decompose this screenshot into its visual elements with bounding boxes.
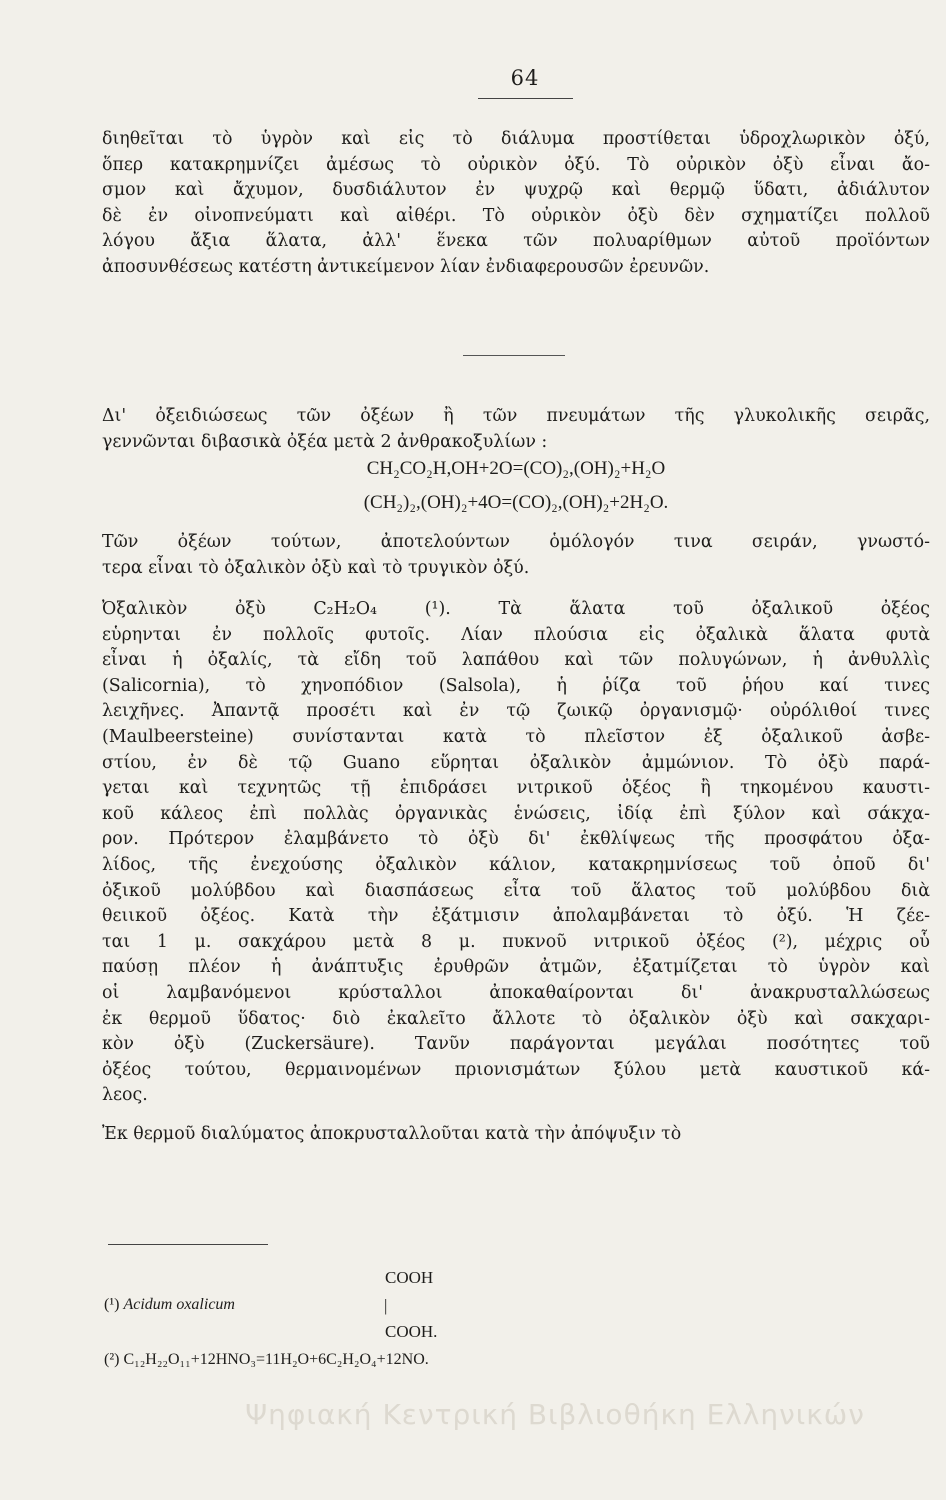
footnote-1-marker: (¹)	[104, 1296, 120, 1313]
paragraph-5	[102, 1122, 930, 1148]
text-line: ὅπερ κατακρημνίζει ἀμέσως τὸ οὐρικὸν ὀξύ. Τὸ οὐρικὸν ὀξὺ εἶναι ἄο-	[102, 154, 930, 175]
text-line: ἀποσυνθέσεως κατέστη ἀντικείμενον λίαν ἐνδιαφερουσῶν ἐρευνῶν.	[102, 256, 710, 277]
text-line: οἱ λαμβανόμενοι κρύσταλλοι ἀποκαθαίρονται δι' ἀνακρυσταλλώσεως	[102, 982, 930, 1003]
text-line: κὸν ὀξὺ (Zuckersäure). Τανῦν παράγονται μεγάλαι ποσότητες τοῦ	[102, 1034, 930, 1055]
formula-1: CH₂CO₂H,OH+2O=(CO)₂,(OH)₂+H₂O	[366, 458, 666, 479]
paragraph-2	[102, 404, 930, 455]
text-line: στίου, ἐν δὲ τῷ Guano εὕρηται ὀξαλικὸν ἀμμώνιον. Τὸ ὀξὺ παρά-	[102, 752, 930, 773]
footnote-rule	[108, 1244, 268, 1245]
text-line: δὲ ἐν οἰνοπνεύματι καὶ αἰθέρι. Τὸ οὐρικὸν ὀξὺ δὲν σχηματίζει πολλοῦ	[102, 205, 930, 226]
paragraph-4	[102, 597, 930, 1109]
text-line: λεος.	[102, 1085, 148, 1106]
text-line: διηθεῖται τὸ ὑγρὸν καὶ εἰς τὸ διάλυμα προστίθεται ὑδροχλωρικὸν ὀξύ,	[102, 129, 930, 149]
paragraph-1	[102, 127, 930, 281]
text-line: ἐκ θερμοῦ ὕδατος· διὸ ἐκαλεῖτο ἄλλοτε τὸ ὀξαλικὸν ὀξὺ καὶ σακχαρι-	[102, 1008, 930, 1029]
text-line: Δι' ὀξειδιώσεως τῶν ὀξέων ἢ τῶν πνευμάτων τῆς γλυκολικῆς σειρᾶς,	[102, 406, 930, 426]
text-line: θειικοῦ ὀξέος. Κατὰ τὴν ἐξάτμισιν ἀπολαμβάνεται τὸ ὀξύ. Ἡ ζέε-	[102, 906, 930, 927]
footnote-2	[104, 1351, 429, 1369]
footnote-2-marker: (²)	[104, 1351, 120, 1368]
section-separator	[463, 355, 565, 356]
text-line: ται 1 μ. σακχάρου μετὰ 8 μ. πυκνοῦ νιτρικοῦ ὀξέος (²), μέχρις οὗ	[102, 931, 930, 952]
text-line: (Maulbeersteine) συνίστανται κατὰ τὸ πλεῖστον ἐξ ὀξαλικοῦ ἀσβε-	[102, 726, 930, 747]
text-line: γεννῶνται διβασικὰ ὀξέα μετὰ 2 ἀνθρακοξυλίων :	[102, 431, 548, 452]
formula-2: (CH₂)₂,(OH)₂+4O=(CO)₂,(OH)₂+2H₂O.	[363, 492, 669, 513]
text-line: γεται καὶ τεχνητῶς τῇ ἐπιδράσει νιτρικοῦ ὀξέος ἢ τηκομένου καυστι-	[102, 778, 930, 799]
text-line: σμον καὶ ἄχυμον, δυσδιάλυτον ἐν ψυχρῷ καὶ θερμῷ ὕδατι, ἀδιάλυτον	[102, 180, 930, 201]
text-line: (Salicornia), τὸ χηνοπόδιον (Salsola), ἡ ῥίζα τοῦ ῥήου καί τινες	[102, 675, 930, 696]
footnote-1	[104, 1296, 235, 1314]
text-line: εὑρηνται ἐν πολλοῖς φυτοῖς. Λίαν πλούσια εἰς ὀξαλικὰ ἅλατα φυτὰ	[102, 624, 930, 645]
text-line: παύσῃ πλέον ἡ ἀνάπτυξις ἐρυθρῶν ἀτμῶν, ἐξατμίζεται τὸ ὑγρὸν καὶ	[102, 957, 930, 978]
footnote-1-cooh-top: COOH	[385, 1268, 434, 1287]
text-line: εἶναι ἡ ὀξαλίς, τὰ εἴδη τοῦ λαπάθου καὶ τῶν πολυγώνων, ἡ ἀνθυλλὶς	[102, 650, 930, 671]
footnote-1-bond: |	[384, 1296, 388, 1315]
text-line: λειχῆνες. Ἀπαντᾷ προσέτι καὶ ἐν τῷ ζωικῷ ὀργανισμῷ· οὐρόλιθοί τινες	[102, 701, 930, 722]
text-line: Τῶν ὀξέων τούτων, ἀποτελούντων ὁμόλογόν τινα σειράν, γνωστό-	[102, 532, 930, 552]
page-number-rule	[478, 98, 573, 99]
footnote-1-text: Acidum oxalicum	[123, 1296, 235, 1313]
text-line: ρον. Πρότερον ἐλαμβάνετο τὸ ὀξὺ δι' ἐκθλίψεως τῆς προσφάτου ὀξα-	[102, 829, 930, 850]
watermark: Ψηφιακή Κεντρική Βιβλιοθήκη Ελληνικών	[245, 1398, 865, 1431]
text-line: ὀξέος τούτου, θερμαινομένων πριονισμάτων ξύλου μετὰ καυστικοῦ κά-	[102, 1059, 930, 1080]
text-line: λίδος, τῆς ἐνεχούσης ὀξαλικὸν κάλιον, κατακρημνίσεως τοῦ ὀποῦ δι'	[102, 854, 930, 875]
text-line: λόγου ἄξια ἅλατα, ἀλλ' ἕνεκα τῶν πολυαρίθμων αὐτοῦ προϊόντων	[102, 231, 930, 252]
text-line: Ὀξαλικὸν ὀξὺ C₂H₂O₄ (¹). Τὰ ἅλατα τοῦ ὀξαλικοῦ ὀξέος	[102, 599, 930, 619]
text-line: τερα εἶναι τὸ ὀξαλικὸν ὀξὺ καὶ τὸ τρυγικὸν ὀξύ.	[102, 557, 530, 578]
page-number: 64	[510, 66, 540, 90]
footnote-1-cooh-bottom: COOH.	[385, 1322, 438, 1341]
footnote-2-text: C₁₂H₂₂O₁₁+12HNO₃=11H₂O+6C₂H₂O₄+12NO.	[123, 1351, 429, 1368]
formula-block	[102, 458, 930, 538]
paragraph-3	[102, 530, 930, 581]
text-line: ὀξικοῦ μολύβδου καὶ διασπάσεως εἶτα τοῦ ἅλατος τοῦ μολύβδου διὰ	[102, 880, 930, 901]
text-line: κοῦ κάλεος ἐπὶ πολλὰς ὀργανικὰς ἑνώσεις, ἰδίᾳ ἐπὶ ξύλον καὶ σάκχα-	[102, 803, 930, 824]
text-line: Ἐκ θερμοῦ διαλύματος ἀποκρυσταλλοῦται κατὰ τὴν ἀπόψυξιν τὸ	[102, 1124, 682, 1144]
